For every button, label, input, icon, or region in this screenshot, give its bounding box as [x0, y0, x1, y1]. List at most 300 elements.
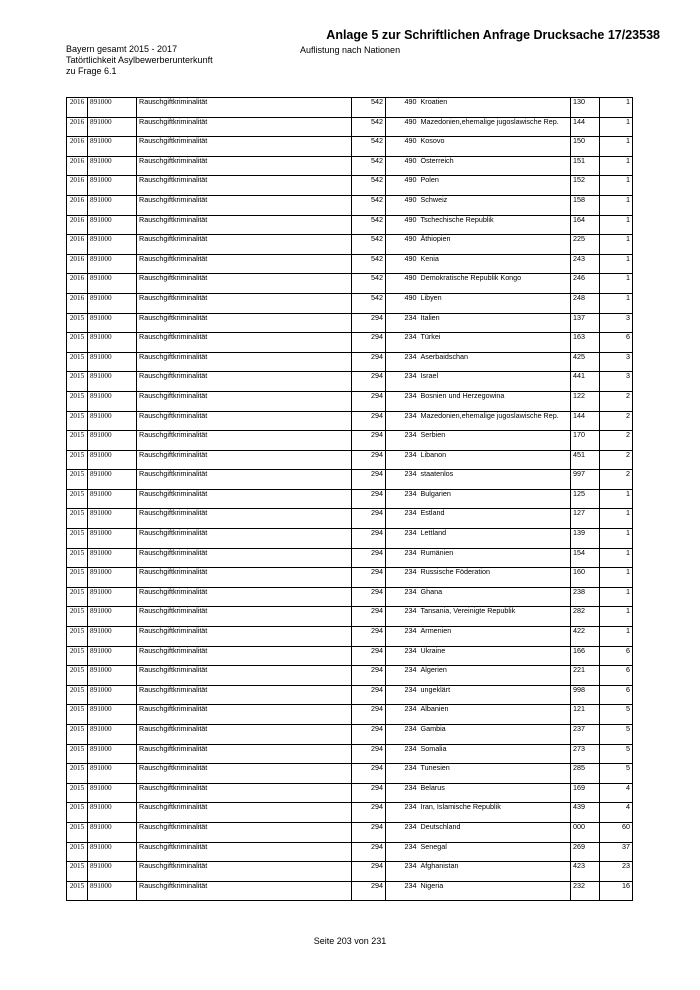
year-cell: 2016: [67, 215, 88, 235]
offense-cell: Rauschgiftkriminalität: [137, 215, 352, 235]
nation-code-cell: 243: [571, 254, 600, 274]
nation-code-cell: 237: [571, 725, 600, 745]
suspects-cell: 234: [386, 822, 419, 842]
count-cell: 1: [600, 548, 633, 568]
cases-cell: 294: [352, 391, 386, 411]
suspects-cell: 234: [386, 764, 419, 784]
nation-code-cell: 158: [571, 195, 600, 215]
year-cell: 2015: [67, 391, 88, 411]
table-row: [67, 352, 633, 372]
suspects-cell: 234: [386, 450, 419, 470]
cases-cell: 294: [352, 411, 386, 431]
cases-cell: 294: [352, 372, 386, 392]
table-row: [67, 411, 633, 431]
count-cell: 1: [600, 235, 633, 255]
cases-cell: 294: [352, 450, 386, 470]
table-row: [67, 685, 633, 705]
year-cell: 2016: [67, 176, 88, 196]
year-cell: 2015: [67, 705, 88, 725]
nation-code-cell: 425: [571, 352, 600, 372]
count-cell: 37: [600, 842, 633, 862]
table-row: [67, 725, 633, 745]
table-row: [67, 529, 633, 549]
offense-cell: Rauschgiftkriminalität: [137, 529, 352, 549]
scope-line: Tatörtlichkeit Asylbewerberunterkunft: [66, 55, 213, 65]
nation-code-cell: 152: [571, 176, 600, 196]
nation-cell: Libyen: [419, 293, 571, 313]
nation-code-cell: 144: [571, 411, 600, 431]
key-cell: 891000: [88, 391, 137, 411]
table-row: [67, 881, 633, 901]
suspects-cell: 234: [386, 666, 419, 686]
suspects-cell: 234: [386, 607, 419, 627]
count-cell: 23: [600, 862, 633, 882]
nation-code-cell: 160: [571, 568, 600, 588]
year-cell: 2015: [67, 431, 88, 451]
offense-cell: Rauschgiftkriminalität: [137, 803, 352, 823]
suspects-cell: 234: [386, 313, 419, 333]
nation-cell: Demokratische Republik Kongo: [419, 274, 571, 294]
key-cell: 891000: [88, 411, 137, 431]
year-cell: 2015: [67, 450, 88, 470]
suspects-cell: 234: [386, 646, 419, 666]
nation-code-cell: 246: [571, 274, 600, 294]
suspects-cell: 234: [386, 548, 419, 568]
key-cell: 891000: [88, 627, 137, 647]
cases-cell: 542: [352, 98, 386, 118]
nation-code-cell: 163: [571, 333, 600, 353]
cases-cell: 294: [352, 685, 386, 705]
cases-cell: 294: [352, 822, 386, 842]
year-cell: 2015: [67, 372, 88, 392]
offense-cell: Rauschgiftkriminalität: [137, 254, 352, 274]
table-row: [67, 646, 633, 666]
suspects-cell: 490: [386, 117, 419, 137]
nation-cell: Aserbaidschan: [419, 352, 571, 372]
offense-cell: Rauschgiftkriminalität: [137, 372, 352, 392]
nation-code-cell: 139: [571, 529, 600, 549]
key-cell: 891000: [88, 705, 137, 725]
nation-cell: Türkei: [419, 333, 571, 353]
offense-cell: Rauschgiftkriminalität: [137, 509, 352, 529]
cases-cell: 294: [352, 627, 386, 647]
suspects-cell: 234: [386, 627, 419, 647]
key-cell: 891000: [88, 725, 137, 745]
nation-cell: Iran, Islamische Republik: [419, 803, 571, 823]
table-row: [67, 607, 633, 627]
suspects-cell: 234: [386, 725, 419, 745]
year-cell: 2015: [67, 783, 88, 803]
count-cell: 1: [600, 627, 633, 647]
count-cell: 3: [600, 313, 633, 333]
cases-cell: 542: [352, 156, 386, 176]
offense-cell: Rauschgiftkriminalität: [137, 862, 352, 882]
year-cell: 2015: [67, 725, 88, 745]
table-row: [67, 333, 633, 353]
table-row: [67, 509, 633, 529]
count-cell: 1: [600, 607, 633, 627]
cases-cell: 294: [352, 744, 386, 764]
cases-cell: 294: [352, 431, 386, 451]
table-row: [67, 627, 633, 647]
key-cell: 891000: [88, 137, 137, 157]
suspects-cell: 234: [386, 783, 419, 803]
cases-cell: 542: [352, 215, 386, 235]
table-row: [67, 372, 633, 392]
nation-cell: Senegal: [419, 842, 571, 862]
offense-cell: Rauschgiftkriminalität: [137, 607, 352, 627]
nation-cell: Israel: [419, 372, 571, 392]
table-row: [67, 293, 633, 313]
key-cell: 891000: [88, 254, 137, 274]
suspects-cell: 234: [386, 509, 419, 529]
nation-cell: Afghanistan: [419, 862, 571, 882]
year-cell: 2015: [67, 764, 88, 784]
suspects-cell: 234: [386, 744, 419, 764]
nation-code-cell: 997: [571, 470, 600, 490]
suspects-cell: 234: [386, 842, 419, 862]
key-cell: 891000: [88, 803, 137, 823]
nation-cell: Italien: [419, 313, 571, 333]
scope-line: Bayern gesamt 2015 - 2017: [66, 44, 178, 54]
count-cell: 1: [600, 274, 633, 294]
table-row: [67, 803, 633, 823]
year-cell: 2015: [67, 489, 88, 509]
table-row: [67, 117, 633, 137]
offense-cell: Rauschgiftkriminalität: [137, 489, 352, 509]
nation-code-cell: 441: [571, 372, 600, 392]
suspects-cell: 490: [386, 137, 419, 157]
year-cell: 2016: [67, 195, 88, 215]
nation-code-cell: 232: [571, 881, 600, 901]
offense-cell: Rauschgiftkriminalität: [137, 274, 352, 294]
year-cell: 2015: [67, 881, 88, 901]
nation-cell: Deutschland: [419, 822, 571, 842]
count-cell: 1: [600, 98, 633, 118]
nation-code-cell: 154: [571, 548, 600, 568]
nation-cell: Mazedonien,ehemalige jugoslawische Rep.: [419, 411, 571, 431]
suspects-cell: 234: [386, 333, 419, 353]
table-row: [67, 489, 633, 509]
nation-code-cell: 285: [571, 764, 600, 784]
nation-cell: Ghana: [419, 587, 571, 607]
year-cell: 2016: [67, 117, 88, 137]
year-cell: 2015: [67, 411, 88, 431]
nation-cell: Albanien: [419, 705, 571, 725]
table-row: [67, 254, 633, 274]
nation-cell: Österreich: [419, 156, 571, 176]
cases-cell: 542: [352, 195, 386, 215]
offense-cell: Rauschgiftkriminalität: [137, 450, 352, 470]
offense-cell: Rauschgiftkriminalität: [137, 783, 352, 803]
nation-cell: Lettland: [419, 529, 571, 549]
cases-cell: 294: [352, 489, 386, 509]
nation-code-cell: 125: [571, 489, 600, 509]
nation-code-cell: 144: [571, 117, 600, 137]
offense-cell: Rauschgiftkriminalität: [137, 293, 352, 313]
offense-cell: Rauschgiftkriminalität: [137, 313, 352, 333]
key-cell: 891000: [88, 607, 137, 627]
key-cell: 891000: [88, 568, 137, 588]
nation-code-cell: 169: [571, 783, 600, 803]
table-row: [67, 156, 633, 176]
year-cell: 2016: [67, 156, 88, 176]
table-row: [67, 215, 633, 235]
nation-code-cell: 269: [571, 842, 600, 862]
offense-cell: Rauschgiftkriminalität: [137, 411, 352, 431]
nation-cell: Schweiz: [419, 195, 571, 215]
count-cell: 1: [600, 156, 633, 176]
nation-cell: Kroatien: [419, 98, 571, 118]
scope-line: zu Frage 6.1: [66, 66, 117, 76]
nation-code-cell: 170: [571, 431, 600, 451]
cases-cell: 294: [352, 705, 386, 725]
nation-code-cell: 282: [571, 607, 600, 627]
key-cell: 891000: [88, 862, 137, 882]
key-cell: 891000: [88, 783, 137, 803]
year-cell: 2016: [67, 137, 88, 157]
nation-cell: Belarus: [419, 783, 571, 803]
count-cell: 6: [600, 646, 633, 666]
offense-cell: Rauschgiftkriminalität: [137, 470, 352, 490]
suspects-cell: 234: [386, 372, 419, 392]
nation-cell: Mazedonien,ehemalige jugoslawische Rep.: [419, 117, 571, 137]
count-cell: 6: [600, 666, 633, 686]
key-cell: 891000: [88, 685, 137, 705]
year-cell: 2016: [67, 254, 88, 274]
cases-cell: 542: [352, 137, 386, 157]
count-cell: 16: [600, 881, 633, 901]
year-cell: 2015: [67, 803, 88, 823]
key-cell: 891000: [88, 313, 137, 333]
offense-cell: Rauschgiftkriminalität: [137, 235, 352, 255]
table-row: [67, 195, 633, 215]
year-cell: 2015: [67, 666, 88, 686]
key-cell: 891000: [88, 881, 137, 901]
nation-code-cell: 137: [571, 313, 600, 333]
document-title: Anlage 5 zur Schriftlichen Anfrage Drucksache 17/23538: [326, 28, 660, 42]
suspects-cell: 490: [386, 293, 419, 313]
nation-cell: Kenia: [419, 254, 571, 274]
key-cell: 891000: [88, 450, 137, 470]
count-cell: 1: [600, 195, 633, 215]
table-row: [67, 470, 633, 490]
offense-cell: Rauschgiftkriminalität: [137, 195, 352, 215]
nation-code-cell: 439: [571, 803, 600, 823]
count-cell: 2: [600, 411, 633, 431]
count-cell: 3: [600, 372, 633, 392]
cases-cell: 294: [352, 548, 386, 568]
offense-cell: Rauschgiftkriminalität: [137, 822, 352, 842]
year-cell: 2015: [67, 862, 88, 882]
nation-code-cell: 127: [571, 509, 600, 529]
count-cell: 6: [600, 685, 633, 705]
year-cell: 2016: [67, 293, 88, 313]
cases-cell: 294: [352, 862, 386, 882]
offense-cell: Rauschgiftkriminalität: [137, 352, 352, 372]
suspects-cell: 234: [386, 391, 419, 411]
table-row: [67, 391, 633, 411]
nation-cell: Russische Föderation: [419, 568, 571, 588]
nation-code-cell: 423: [571, 862, 600, 882]
year-cell: 2016: [67, 274, 88, 294]
cases-cell: 542: [352, 235, 386, 255]
document-subtitle: Auflistung nach Nationen: [300, 45, 401, 55]
year-cell: 2015: [67, 822, 88, 842]
suspects-cell: 234: [386, 705, 419, 725]
offense-cell: Rauschgiftkriminalität: [137, 685, 352, 705]
key-cell: 891000: [88, 176, 137, 196]
cases-cell: 294: [352, 352, 386, 372]
nation-cell: Polen: [419, 176, 571, 196]
key-cell: 891000: [88, 666, 137, 686]
offense-cell: Rauschgiftkriminalität: [137, 744, 352, 764]
nation-cell: Bosnien und Herzegowina: [419, 391, 571, 411]
key-cell: 891000: [88, 509, 137, 529]
key-cell: 891000: [88, 764, 137, 784]
table-row: [67, 548, 633, 568]
nation-code-cell: 130: [571, 98, 600, 118]
nation-cell: Tschechische Republik: [419, 215, 571, 235]
suspects-cell: 234: [386, 862, 419, 882]
count-cell: 1: [600, 568, 633, 588]
offense-cell: Rauschgiftkriminalität: [137, 156, 352, 176]
cases-cell: 294: [352, 881, 386, 901]
nation-cell: staatenlos: [419, 470, 571, 490]
offense-cell: Rauschgiftkriminalität: [137, 666, 352, 686]
cases-cell: 294: [352, 783, 386, 803]
cases-cell: 542: [352, 274, 386, 294]
count-cell: 5: [600, 764, 633, 784]
table-row: [67, 822, 633, 842]
cases-cell: 294: [352, 803, 386, 823]
count-cell: 5: [600, 744, 633, 764]
key-cell: 891000: [88, 235, 137, 255]
suspects-cell: 234: [386, 529, 419, 549]
cases-cell: 294: [352, 529, 386, 549]
key-cell: 891000: [88, 156, 137, 176]
year-cell: 2015: [67, 470, 88, 490]
year-cell: 2015: [67, 529, 88, 549]
key-cell: 891000: [88, 352, 137, 372]
table-body: [67, 98, 633, 901]
nation-code-cell: 273: [571, 744, 600, 764]
count-cell: 3: [600, 352, 633, 372]
count-cell: 1: [600, 137, 633, 157]
table-row: [67, 450, 633, 470]
count-cell: 1: [600, 176, 633, 196]
nation-code-cell: 122: [571, 391, 600, 411]
offense-cell: Rauschgiftkriminalität: [137, 842, 352, 862]
year-cell: 2015: [67, 646, 88, 666]
table-row: [67, 274, 633, 294]
document-scope-header: [66, 44, 213, 77]
count-cell: 1: [600, 254, 633, 274]
cases-cell: 542: [352, 117, 386, 137]
cases-cell: 294: [352, 470, 386, 490]
table-row: [67, 764, 633, 784]
suspects-cell: 234: [386, 470, 419, 490]
nation-cell: Rumänien: [419, 548, 571, 568]
table-row: [67, 705, 633, 725]
nation-cell: Tunesien: [419, 764, 571, 784]
offense-cell: Rauschgiftkriminalität: [137, 587, 352, 607]
count-cell: 60: [600, 822, 633, 842]
key-cell: 891000: [88, 274, 137, 294]
offense-cell: Rauschgiftkriminalität: [137, 881, 352, 901]
key-cell: 891000: [88, 529, 137, 549]
nation-cell: Libanon: [419, 450, 571, 470]
table-row: [67, 862, 633, 882]
suspects-cell: 234: [386, 489, 419, 509]
key-cell: 891000: [88, 372, 137, 392]
nation-cell: Algerien: [419, 666, 571, 686]
table-row: [67, 313, 633, 333]
suspects-cell: 234: [386, 685, 419, 705]
cases-cell: 542: [352, 254, 386, 274]
table-row: [67, 568, 633, 588]
year-cell: 2015: [67, 352, 88, 372]
year-cell: 2015: [67, 313, 88, 333]
offense-cell: Rauschgiftkriminalität: [137, 137, 352, 157]
table-row: [67, 431, 633, 451]
count-cell: 5: [600, 705, 633, 725]
cases-cell: 294: [352, 568, 386, 588]
offense-cell: Rauschgiftkriminalität: [137, 431, 352, 451]
nation-cell: Äthiopien: [419, 235, 571, 255]
count-cell: 1: [600, 293, 633, 313]
cases-cell: 294: [352, 842, 386, 862]
nation-code-cell: 248: [571, 293, 600, 313]
nation-code-cell: 164: [571, 215, 600, 235]
table-row: [67, 587, 633, 607]
nations-table: [66, 97, 633, 901]
count-cell: 2: [600, 431, 633, 451]
nation-code-cell: 221: [571, 666, 600, 686]
suspects-cell: 234: [386, 881, 419, 901]
year-cell: 2015: [67, 685, 88, 705]
nation-code-cell: 150: [571, 137, 600, 157]
cases-cell: 542: [352, 176, 386, 196]
year-cell: 2015: [67, 842, 88, 862]
nation-cell: Gambia: [419, 725, 571, 745]
table-row: [67, 98, 633, 118]
year-cell: 2016: [67, 98, 88, 118]
count-cell: 1: [600, 509, 633, 529]
offense-cell: Rauschgiftkriminalität: [137, 548, 352, 568]
table-row: [67, 137, 633, 157]
nation-cell: ungeklärt: [419, 685, 571, 705]
year-cell: 2015: [67, 333, 88, 353]
offense-cell: Rauschgiftkriminalität: [137, 333, 352, 353]
offense-cell: Rauschgiftkriminalität: [137, 627, 352, 647]
suspects-cell: 234: [386, 431, 419, 451]
suspects-cell: 234: [386, 803, 419, 823]
nation-cell: Estland: [419, 509, 571, 529]
table-row: [67, 666, 633, 686]
table-row: [67, 235, 633, 255]
nation-code-cell: 151: [571, 156, 600, 176]
key-cell: 891000: [88, 489, 137, 509]
key-cell: 891000: [88, 117, 137, 137]
cases-cell: 542: [352, 293, 386, 313]
key-cell: 891000: [88, 215, 137, 235]
nation-cell: Serbien: [419, 431, 571, 451]
count-cell: 4: [600, 783, 633, 803]
suspects-cell: 490: [386, 156, 419, 176]
cases-cell: 294: [352, 646, 386, 666]
offense-cell: Rauschgiftkriminalität: [137, 176, 352, 196]
